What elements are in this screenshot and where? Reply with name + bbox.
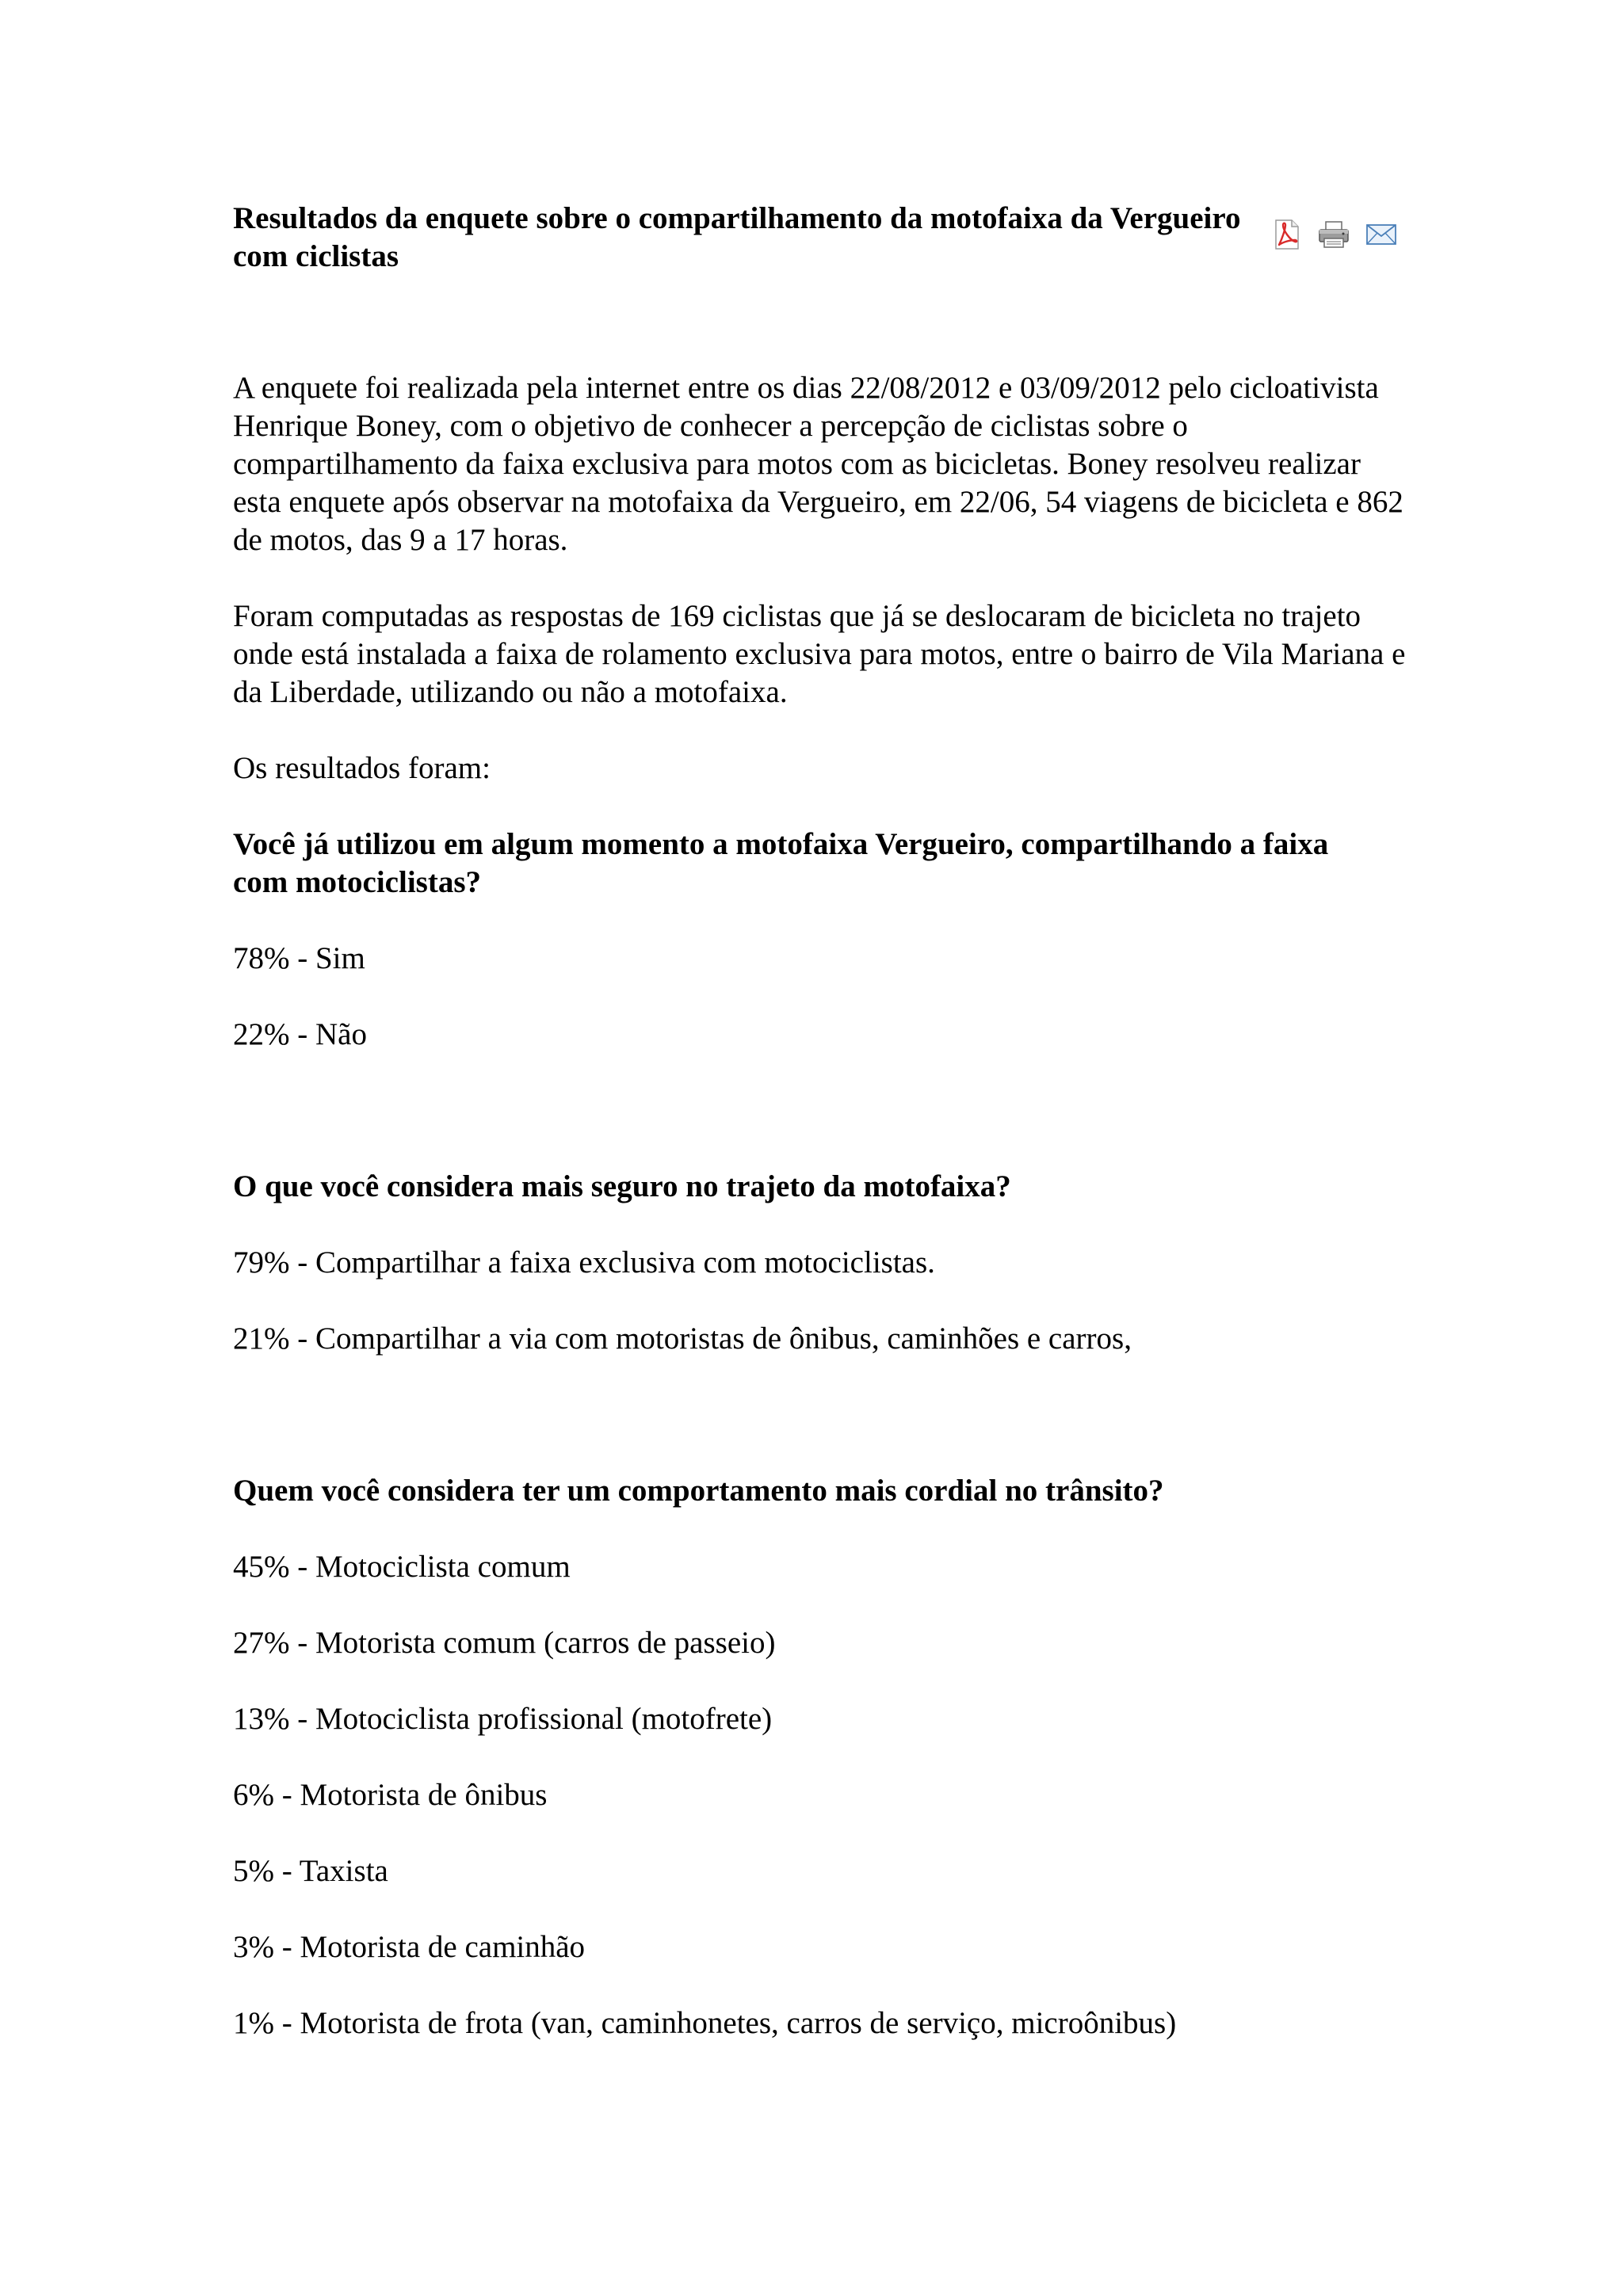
answer-item: 3% - Motorista de caminhão [233,1930,586,1964]
pdf-icon[interactable] [1270,218,1303,251]
page-title: Resultados da enquete sobre o compartilhamento da motofaixa da Vergueiro com ciclistas [233,201,1241,273]
answer-item: 13% - Motociclista profissional (motofrete) [233,1702,773,1736]
answer-item: 6% - Motorista de ônibus [233,1778,548,1812]
results-intro: Os resultados foram: [233,751,491,785]
answer-item: 27% - Motorista comum (carros de passeio) [233,1626,776,1660]
answer-item: 1% - Motorista de frota (van, caminhonetes, carros de serviço, microônibus) [233,2006,1177,2040]
method-paragraph: Foram computadas as respostas de 169 ciclistas que já se deslocaram de bicicleta no trajeto onde está instalada a faixa de rolamento exclusiva para motos, entre o bairro de Vila Mariana e da Liberdade, utilizando ou não a motofaixa. [233,599,1406,709]
question-2: O que você considera mais seguro no trajeto da motofaixa? [233,1169,1011,1203]
answer-item: 79% - Compartilhar a faixa exclusiva com motociclistas. [233,1245,935,1280]
question-3: Quem você considera ter um comportamento mais cordial no trânsito? [233,1474,1164,1508]
answer-item: 45% - Motociclista comum [233,1550,571,1584]
answer-item: 78% - Sim [233,941,365,975]
answer-item: 21% - Compartilhar a via com motoristas de ônibus, caminhões e carros, [233,1322,1132,1356]
answer-item: 5% - Taxista [233,1854,388,1888]
email-icon[interactable] [1365,218,1398,251]
intro-paragraph: A enquete foi realizada pela internet entre os dias 22/08/2012 e 03/09/2012 pelo cicloativista Henrique Boney, com o objetivo de conhecer a percepção de ciclistas sobre o compartilhamento da faixa exclusiva para motos com as bicicletas. Boney resolveu realizar esta enquete após observar na motofaixa da Vergueiro, em 22/06, 54 viagens de bicicleta e 862 de motos, das 9 a 17 horas. [233,371,1403,557]
answer-item: 22% - Não [233,1017,367,1051]
print-icon[interactable] [1317,218,1350,251]
document-toolbar [1270,217,1398,252]
question-1: Você já utilizou em algum momento a motofaixa Vergueiro, compartilhando a faixa com motociclistas? [233,827,1329,899]
